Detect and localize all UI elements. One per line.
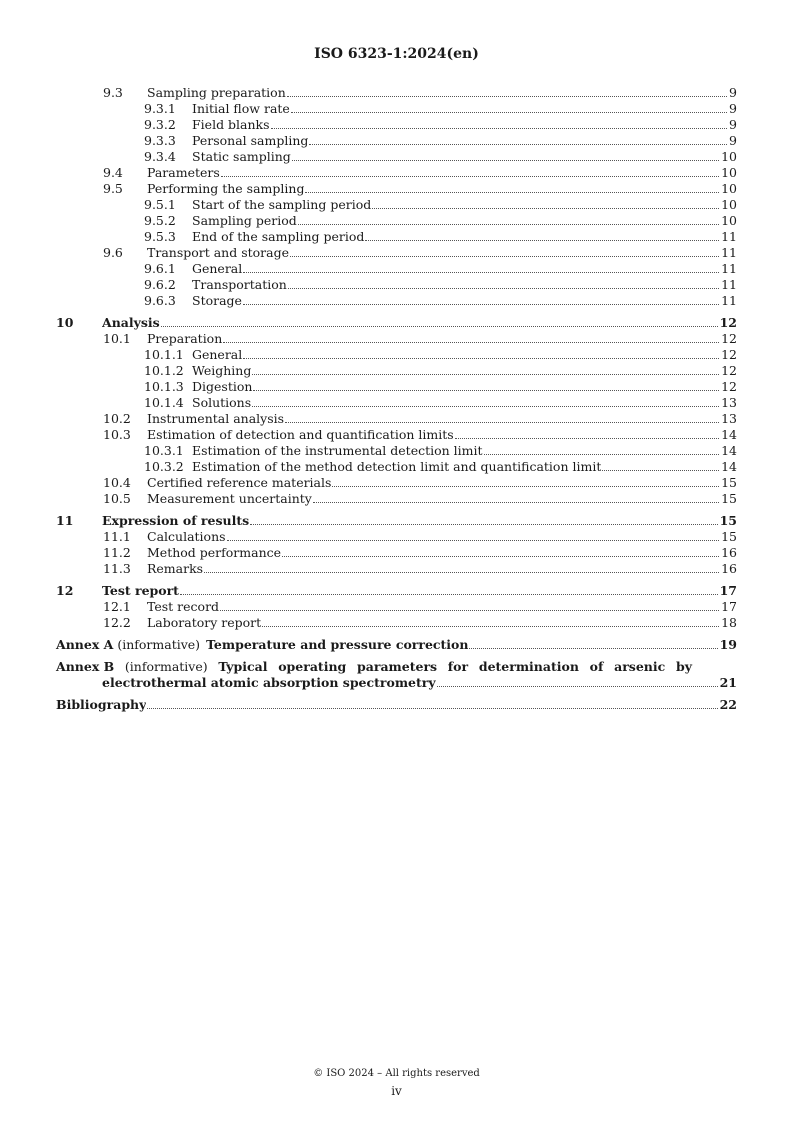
annex-title-word: determination	[478, 659, 579, 674]
dot-leader	[291, 112, 727, 113]
annex-title-word: of	[589, 659, 604, 674]
toc-entry-number: 9.5.1	[144, 197, 176, 212]
toc-entry-title: Test report	[102, 583, 179, 598]
toc-entry-title: Solutions	[192, 395, 252, 410]
toc-entry-9-5[interactable]	[56, 181, 737, 197]
dot-leader	[220, 610, 719, 611]
copyright-notice: © ISO 2024 – All rights reserved	[313, 1068, 480, 1079]
toc-entry-11-2[interactable]	[56, 545, 737, 561]
dot-leader	[365, 240, 719, 241]
toc-entry-title: Storage	[192, 293, 242, 308]
toc-entry-page: 12	[721, 379, 737, 394]
toc-entry-10-5[interactable]	[56, 491, 737, 507]
toc-entry-page: 13	[721, 395, 737, 410]
dot-leader	[292, 160, 719, 161]
annex-label: Annex A	[56, 637, 114, 652]
toc-entry-number: 10.1.2	[144, 363, 184, 378]
toc-entry-number: 10.3	[103, 427, 131, 442]
toc-entry-number: 9.5	[103, 181, 123, 196]
toc-entry-title: electrothermal atomic absorption spectrometry	[102, 675, 436, 690]
dot-leader	[469, 648, 717, 649]
toc-entry-page: 22	[719, 697, 737, 712]
toc-entry-title: Estimation of detection and quantification limits	[147, 427, 454, 442]
toc-entry-title: Estimation of the instrumental detection limit	[192, 443, 483, 458]
toc-entry-title: Preparation	[147, 331, 223, 346]
dot-leader	[161, 326, 718, 327]
toc-entry-title: Parameters	[147, 165, 220, 180]
toc-entry-title: Weighing	[192, 363, 252, 378]
toc-entry-10-2[interactable]	[56, 411, 737, 427]
dot-leader	[221, 176, 719, 177]
dot-leader	[147, 708, 717, 709]
toc-entry-page: 9	[729, 85, 737, 100]
dot-leader	[309, 144, 727, 145]
toc-entry-annex-a[interactable]	[56, 637, 737, 653]
toc-entry-10[interactable]	[56, 315, 737, 331]
toc-entry-page: 17	[721, 599, 737, 614]
dot-leader	[252, 374, 719, 375]
toc-entry-title: Sampling preparation	[147, 85, 286, 100]
toc-entry-9-5-1[interactable]	[56, 197, 737, 213]
toc-entry-number: 10	[56, 315, 74, 330]
toc-entry-number: 9.3.2	[144, 117, 176, 132]
dot-leader	[252, 406, 719, 407]
toc-entry-number: 12.2	[103, 615, 131, 630]
toc-entry-9-5-3[interactable]	[56, 229, 737, 245]
toc-entry-number: 10.1	[103, 331, 131, 346]
toc-entry-number: 9.6	[103, 245, 123, 260]
dot-leader	[298, 224, 719, 225]
toc-entry-number: 10.2	[103, 411, 131, 426]
dot-leader	[602, 470, 719, 471]
toc-entry-title: Certified reference materials	[147, 475, 332, 490]
toc-entry-9-6[interactable]	[56, 245, 737, 261]
toc-entry-9-4[interactable]	[56, 165, 737, 181]
toc-entry-title: Transportation	[192, 277, 287, 292]
dot-leader	[282, 556, 719, 557]
toc-entry-number: 10.3.2	[144, 459, 184, 474]
toc-entry-page: 18	[721, 615, 737, 630]
toc-entry-title: Digestion	[192, 379, 253, 394]
toc-entry-page: 11	[721, 261, 737, 276]
toc-entry-page: 10	[721, 149, 737, 164]
toc-entry-page: 10	[721, 181, 737, 196]
toc-entry-page: 15	[721, 475, 737, 490]
annex-title-word: Typical	[218, 659, 268, 674]
toc-entry-page: 13	[721, 411, 737, 426]
annex-kind: (informative)	[117, 637, 201, 652]
toc-entry-page: 10	[721, 197, 737, 212]
toc-entry-page: 11	[721, 277, 737, 292]
toc-entry-number: 12.1	[103, 599, 131, 614]
toc-entry-9-3-1[interactable]	[56, 101, 737, 117]
toc-entry-page: 15	[721, 491, 737, 506]
toc-entry-title: Laboratory report	[147, 615, 262, 630]
annex-title-word: by	[675, 659, 692, 674]
toc-entry-9-6-1[interactable]	[56, 261, 737, 277]
toc-entry-page: 19	[719, 637, 737, 652]
toc-entry-10-1-2[interactable]	[56, 363, 737, 379]
toc-entry-9-3-2[interactable]	[56, 117, 737, 133]
toc-entry-number: 10.3.1	[144, 443, 184, 458]
toc-entry-number: 10.4	[103, 475, 131, 490]
toc-entry-page: 16	[721, 561, 737, 576]
toc-entry-title: Bibliography	[56, 697, 147, 712]
toc-entry-10-3-2[interactable]	[56, 459, 737, 475]
toc-entry-title: Personal sampling	[192, 133, 309, 148]
dot-leader	[372, 208, 719, 209]
toc-entry-title: General	[192, 261, 243, 276]
dot-leader	[287, 96, 727, 97]
toc-entry-title: Estimation of the method detection limit and quantification limit	[192, 459, 602, 474]
toc-entry-page: 12	[721, 363, 737, 378]
dot-leader	[271, 128, 728, 129]
toc-entry-page: 15	[719, 513, 737, 528]
toc-entry-title: Calculations	[147, 529, 226, 544]
toc-entry-number: 9.4	[103, 165, 123, 180]
annex-title-word: arsenic	[614, 659, 666, 674]
toc-entry-number: 10.5	[103, 491, 131, 506]
toc-entry-title: Temperature and pressure correction	[206, 637, 469, 652]
toc-entry-number: 11	[56, 513, 74, 528]
toc-entry-10-3-1[interactable]	[56, 443, 737, 459]
toc-entry-page: 11	[721, 229, 737, 244]
toc-entry-page: 14	[721, 427, 737, 442]
toc-entry-9-6-3[interactable]	[56, 293, 737, 309]
annex-title-word: operating	[278, 659, 347, 674]
toc-entry-title: General	[192, 347, 243, 362]
toc-entry-page: 11	[721, 245, 737, 260]
toc-entry-number: 9.3.3	[144, 133, 176, 148]
toc-entry-9-3-4[interactable]	[56, 149, 737, 165]
toc-entry-bibliography[interactable]	[56, 697, 737, 713]
toc-entry-page: 9	[729, 133, 737, 148]
toc-entry-number: 11.2	[103, 545, 131, 560]
toc-entry-title: Transport and storage	[147, 245, 289, 260]
toc-entry-11-3[interactable]	[56, 561, 737, 577]
toc-entry-title: Static sampling	[192, 149, 291, 164]
toc-entry-page: 10	[721, 165, 737, 180]
toc-entry-10-1-3[interactable]	[56, 379, 737, 395]
toc-entry-title: Start of the sampling period	[192, 197, 372, 212]
toc-entry-11[interactable]	[56, 513, 737, 529]
toc-entry-9-6-2[interactable]	[56, 277, 737, 293]
toc-entry-12-2[interactable]	[56, 615, 737, 631]
table-of-contents	[56, 85, 737, 713]
annex-title-word: for	[447, 659, 469, 674]
toc-entry-number: 9.3.1	[144, 101, 176, 116]
toc-entry-number: 9.3	[103, 85, 123, 100]
toc-entry-title: End of the sampling period	[192, 229, 365, 244]
dot-leader	[223, 342, 719, 343]
annex-label: Annex B	[56, 659, 115, 674]
toc-entry-page: 16	[721, 545, 737, 560]
toc-entry-title: Method performance	[147, 545, 282, 560]
page-number: iv	[391, 1084, 402, 1098]
dot-leader	[290, 256, 719, 257]
dot-leader	[180, 594, 718, 595]
toc-entry-12-1[interactable]	[56, 599, 737, 615]
toc-entry-10-1[interactable]	[56, 331, 737, 347]
toc-entry-9-3[interactable]	[56, 85, 737, 101]
toc-entry-11-1[interactable]	[56, 529, 737, 545]
dot-leader	[243, 272, 719, 273]
toc-entry-10-1-1[interactable]	[56, 347, 737, 363]
dot-leader	[253, 390, 719, 391]
toc-entry-page: 12	[721, 347, 737, 362]
toc-entry-title: Analysis	[102, 315, 160, 330]
annex-kind: (informative)	[124, 659, 208, 674]
toc-entry-number: 9.3.4	[144, 149, 176, 164]
toc-entry-page: 14	[721, 443, 737, 458]
toc-entry-number: 11.1	[103, 529, 131, 544]
toc-entry-title: Initial flow rate	[192, 101, 290, 116]
dot-leader	[288, 288, 719, 289]
dot-leader	[332, 486, 719, 487]
dot-leader	[285, 422, 719, 423]
toc-entry-page: 9	[729, 117, 737, 132]
toc-entry-number: 9.5.3	[144, 229, 176, 244]
toc-entry-10-1-4[interactable]	[56, 395, 737, 411]
annex-b-line-2	[56, 675, 737, 691]
annex-title-word: parameters	[357, 659, 438, 674]
toc-entry-page: 14	[721, 459, 737, 474]
toc-entry-page: 10	[721, 213, 737, 228]
toc-entry-number: 12	[56, 583, 74, 598]
toc-entry-number: 10.1.3	[144, 379, 184, 394]
dot-leader	[227, 540, 720, 541]
toc-entry-number: 10.1.1	[144, 347, 184, 362]
toc-entry-title: Performing the sampling	[147, 181, 305, 196]
dot-leader	[313, 502, 719, 503]
dot-leader	[243, 358, 719, 359]
toc-entry-page: 17	[719, 583, 737, 598]
toc-entry-title: Remarks	[147, 561, 204, 576]
toc-entry-10-3[interactable]	[56, 427, 737, 443]
annex-b-line-1	[56, 659, 692, 675]
dot-leader	[484, 454, 720, 455]
dot-leader	[437, 686, 718, 687]
document-id-header: ISO 6323-1:2024(en)	[314, 46, 479, 62]
toc-entry-title: Expression of results	[102, 513, 250, 528]
dot-leader	[250, 524, 717, 525]
toc-entry-number: 9.6.2	[144, 277, 176, 292]
toc-entry-page: 15	[721, 529, 737, 544]
toc-entry-9-3-3[interactable]	[56, 133, 737, 149]
toc-entry-title: Test record	[147, 599, 220, 614]
toc-entry-10-4[interactable]	[56, 475, 737, 491]
toc-entry-number: 11.3	[103, 561, 131, 576]
toc-entry-12[interactable]	[56, 583, 737, 599]
dot-leader	[243, 304, 719, 305]
toc-entry-number: 9.6.3	[144, 293, 176, 308]
dot-leader	[455, 438, 719, 439]
toc-entry-number: 10.1.4	[144, 395, 184, 410]
dot-leader	[204, 572, 719, 573]
toc-entry-9-5-2[interactable]	[56, 213, 737, 229]
toc-entry-page: 12	[721, 331, 737, 346]
toc-entry-title: Sampling period	[192, 213, 297, 228]
toc-entry-number: 9.5.2	[144, 213, 176, 228]
toc-entry-page: 12	[719, 315, 737, 330]
toc-entry-page: 9	[729, 101, 737, 116]
toc-entry-number: 9.6.1	[144, 261, 176, 276]
toc-entry-annex-b[interactable]	[56, 659, 737, 691]
dot-leader	[262, 626, 719, 627]
dot-leader	[305, 192, 719, 193]
toc-entry-title: Field blanks	[192, 117, 270, 132]
toc-entry-title: Measurement uncertainty	[147, 491, 312, 506]
toc-entry-page: 21	[719, 675, 737, 690]
toc-entry-title: Instrumental analysis	[147, 411, 285, 426]
toc-entry-page: 11	[721, 293, 737, 308]
